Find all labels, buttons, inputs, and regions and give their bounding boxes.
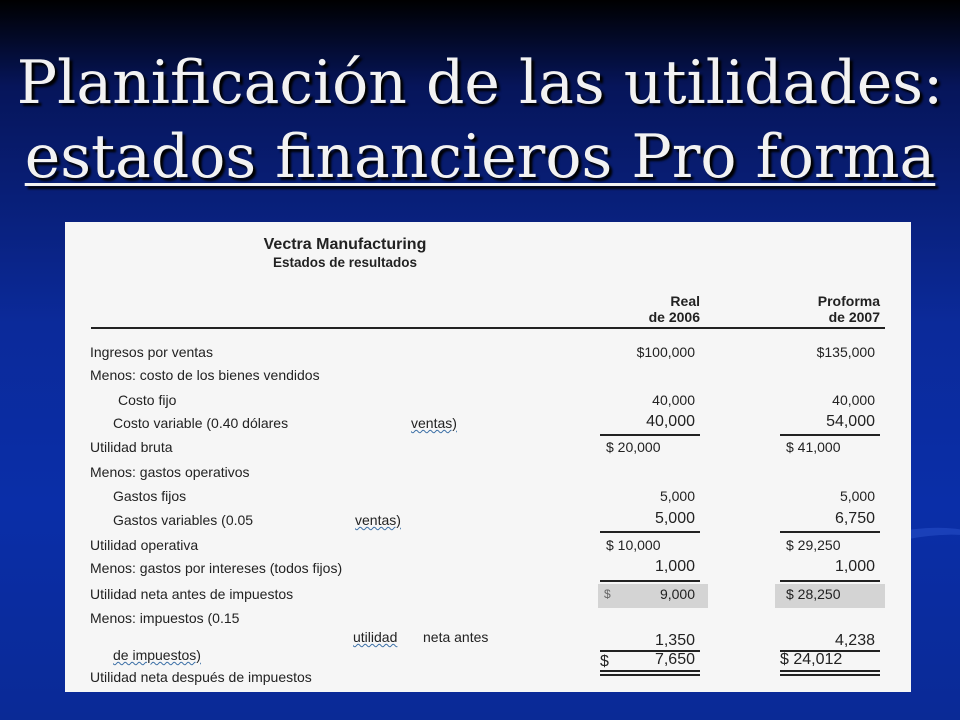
row-label-suffix: ventas) [355, 512, 401, 528]
value-2007: $135,000 [816, 344, 875, 360]
statement-row [65, 586, 911, 608]
column-header-proforma-line1: Proforma [817, 293, 880, 309]
row-label-part: utilidad [353, 629, 398, 645]
statement-row [65, 488, 911, 510]
slide-title [0, 46, 960, 194]
value-2007: 40,000 [832, 392, 875, 408]
row-label: Menos: costo de los bienes vendidos [90, 367, 320, 383]
row-label: Costo fijo [118, 392, 177, 408]
subtotal-rule [780, 580, 880, 582]
value-2007: $ 29,250 [786, 537, 841, 553]
value-2006: 40,000 [652, 392, 695, 408]
row-label: Utilidad bruta [90, 439, 173, 455]
column-header-proforma [750, 293, 880, 325]
value-2006: 40,000 [646, 413, 695, 430]
value-2006: $ 20,000 [606, 439, 661, 455]
value-2006: 1,350 [654, 632, 695, 649]
row-label: Utilidad operativa [90, 537, 199, 553]
subtotal-rule [780, 531, 880, 533]
value-2006: 9,000 [659, 586, 695, 602]
row-label: Gastos variables (0.05 [113, 512, 254, 528]
column-header-real-line1: Real [670, 293, 700, 309]
company-name: Vectra Manufacturing [263, 236, 427, 253]
row-label: Menos: gastos por intereses (todos fijos) [90, 560, 343, 576]
value-2007: 5,000 [839, 488, 875, 504]
row-label: Menos: impuestos (0.15 [90, 610, 240, 626]
value-2006: 5,000 [659, 488, 695, 504]
row-label: Costo variable (0.40 dólares [113, 415, 289, 431]
value-2006: 5,000 [654, 510, 695, 527]
row-label: Gastos fijos [113, 488, 187, 504]
currency-symbol: $ [600, 653, 609, 670]
value-2007: $ 24,012 [780, 651, 843, 668]
column-header-real [570, 293, 700, 325]
row-label: Utilidad neta antes de impuestos [90, 586, 294, 602]
value-2006: 7,650 [654, 651, 695, 668]
income-statement-image [65, 222, 911, 692]
value-2007: 4,238 [834, 632, 875, 649]
row-label-part: neta antes [423, 629, 489, 645]
header-rule [91, 327, 885, 329]
subtotal-rule [600, 531, 700, 533]
statement-row [65, 560, 911, 582]
row-label: Utilidad neta después de impuestos [90, 669, 312, 685]
subtotal-rule [780, 434, 880, 436]
subtotal-rule [600, 580, 700, 582]
subtotal-rule [600, 434, 700, 436]
row-label: Menos: gastos operativos [90, 464, 250, 480]
statement-row [65, 537, 911, 559]
statement-row [65, 367, 911, 389]
statement-subtitle: Estados de resultados [272, 255, 418, 270]
value-2007: 6,750 [834, 510, 875, 527]
row-label: de impuestos) [113, 647, 201, 663]
column-header-real-line2: de 2006 [648, 309, 700, 325]
value-2006: $100,000 [636, 344, 695, 360]
value-2007: 1,000 [834, 558, 875, 575]
statement-row [65, 647, 911, 669]
title-line-2: estados financieros Pro forma [24, 122, 936, 192]
statement-row [65, 344, 911, 366]
column-header-proforma-line2: de 2007 [828, 309, 880, 325]
value-2007: $ 41,000 [786, 439, 841, 455]
statement-row [65, 439, 911, 461]
statement-row [65, 392, 911, 414]
value-2006: 1,000 [654, 558, 695, 575]
row-label: Ingresos por ventas [90, 344, 213, 360]
value-2007: $ 28,250 [786, 586, 841, 602]
value-2007: 54,000 [826, 413, 875, 430]
title-line-1: Planificación de las utilidades: [16, 48, 944, 118]
currency-symbol: $ [604, 587, 611, 601]
statement-row [65, 464, 911, 486]
statement-row [65, 669, 911, 691]
row-label-suffix: ventas) [411, 415, 457, 431]
value-2006: $ 10,000 [606, 537, 661, 553]
